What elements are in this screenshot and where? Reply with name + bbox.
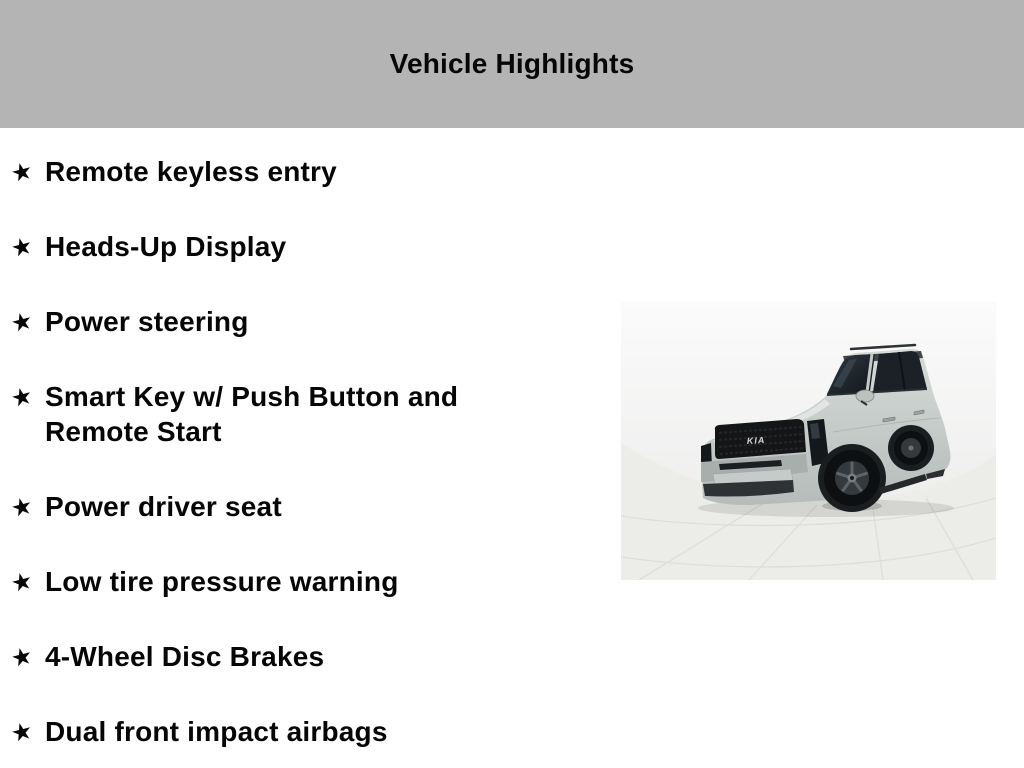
- highlight-item: [8, 379, 608, 449]
- highlight-label: Dual front impact airbags: [45, 716, 388, 747]
- highlight-item: [8, 639, 608, 674]
- highlight-item: [8, 304, 608, 339]
- star-icon: ★: [7, 640, 36, 674]
- star-icon: ★: [7, 380, 36, 414]
- highlight-item: [8, 714, 608, 749]
- vehicle-photo-illustration: [621, 302, 996, 580]
- star-icon: ★: [7, 230, 36, 264]
- highlight-label: Power driver seat: [45, 491, 282, 522]
- page-header: [0, 0, 1024, 128]
- star-icon: ★: [7, 490, 36, 524]
- highlights-list: [8, 154, 608, 749]
- highlight-label: Smart Key w/ Push Button and Remote Start: [45, 381, 459, 447]
- highlight-label: 4-Wheel Disc Brakes: [45, 641, 325, 672]
- highlight-label: Heads-Up Display: [45, 231, 287, 262]
- kia-badge: KIA: [746, 435, 766, 446]
- highlight-item: [8, 229, 608, 264]
- star-icon: ★: [7, 565, 36, 599]
- highlight-label: Power steering: [45, 306, 249, 337]
- side-mirror: [856, 390, 874, 402]
- star-icon: ★: [7, 155, 36, 189]
- star-icon: ★: [7, 305, 36, 339]
- page-title: Vehicle Highlights: [389, 48, 635, 79]
- highlight-item: [8, 564, 608, 599]
- star-icon: ★: [7, 715, 36, 749]
- front-wheel: [824, 450, 880, 506]
- highlight-item: [8, 489, 608, 524]
- highlight-label: Low tire pressure warning: [45, 566, 399, 597]
- vehicle-photo: [621, 302, 996, 580]
- highlight-label: Remote keyless entry: [45, 156, 337, 187]
- highlight-item: [8, 154, 608, 189]
- rear-wheel: [894, 431, 928, 465]
